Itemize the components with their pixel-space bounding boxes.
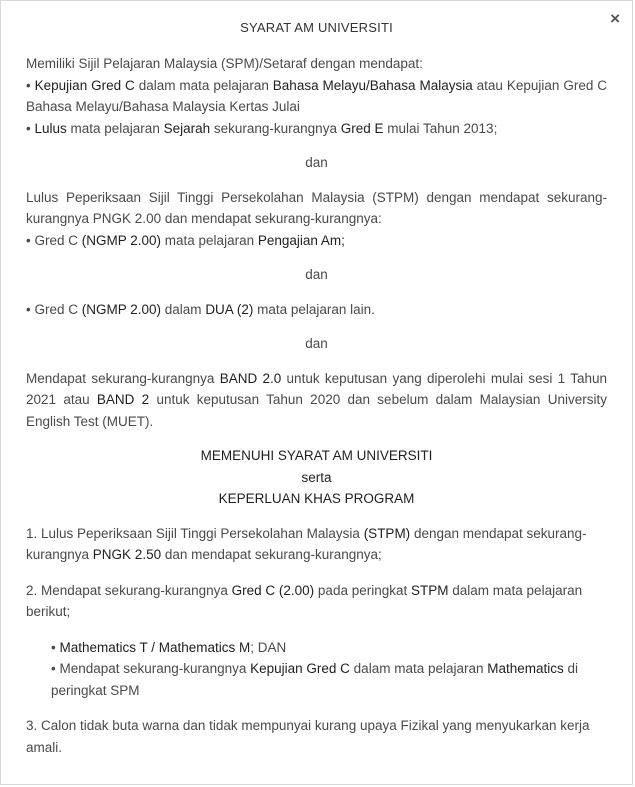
sec3-bullet: • Gred C (NGMP 2.00) dalam DUA (2) mata pelajaran lain. <box>26 301 375 317</box>
sec1-bullet-2: • Lulus mata pelajaran Sejarah sekurang-kurangnya Gred E mulai Tahun 2013; <box>26 120 498 136</box>
item-2: 2. Mendapat sekurang-kurangnya Gred C (2.00) pada peringkat STPM dalam mata pelajaran berikut; <box>26 582 583 619</box>
dan-separator: dan <box>305 267 328 282</box>
sec1-bullet-1: • Kepujian Gred C dalam mata pelajaran Bahasa Melayu/Bahasa Malaysia atau Kepujian Gred C Bahasa Melayu/Bahasa Malaysia Kertas Julai <box>26 77 607 114</box>
khas-heading-3: KEPERLUAN KHAS PROGRAM <box>218 491 415 506</box>
modal-title: SYARAT AM UNIVERSITI <box>240 20 393 35</box>
dan-separator: dan <box>305 155 328 170</box>
sec1-intro: Memiliki Sijil Pelajaran Malaysia (SPM)/Setaraf dengan mendapat: <box>26 56 423 71</box>
modal-content <box>26 53 607 758</box>
close-icon[interactable]: × <box>610 9 620 28</box>
khas-heading-2: serta <box>301 469 332 485</box>
item-2-sub-1: • Mathematics T / Mathematics M; DAN <box>51 639 287 655</box>
dan-separator: dan <box>305 336 328 351</box>
khas-heading-1: MEMENUHI SYARAT AM UNIVERSITI <box>200 448 433 463</box>
sec2-intro: Lulus Peperiksaan Sijil Tinggi Persekolahan Malaysia (STPM) dengan mendapat sekurang-kurangnya PNGK 2.00 dan mendapat sekurang-kurangnya: <box>26 189 607 226</box>
sec2-bullet: • Gred C (NGMP 2.00) mata pelajaran Pengajian Am; <box>26 232 345 248</box>
item-3: 3. Calon tidak buta warna dan tidak mempunyai kurang upaya Fizikal yang menyukarkan kerja amali. <box>26 718 590 755</box>
sec4-muet: Mendapat sekurang-kurangnya BAND 2.0 untuk keputusan yang diperolehi mulai sesi 1 Tahun 2021 atau BAND 2 untuk keputusan Tahun 2020 dan sebelum dalam Malaysian University English Test (MUET). <box>26 370 607 429</box>
item-1: 1. Lulus Peperiksaan Sijil Tinggi Persekolahan Malaysia (STPM) dengan mendapat sekurang-kurangnya PNGK 2.50 dan mendapat sekurang-kurangnya; <box>26 525 587 562</box>
item-2-sub-2: • Mendapat sekurang-kurangnya Kepujian Gred C dalam mata pelajaran Mathematics di peringkat SPM <box>51 661 579 698</box>
